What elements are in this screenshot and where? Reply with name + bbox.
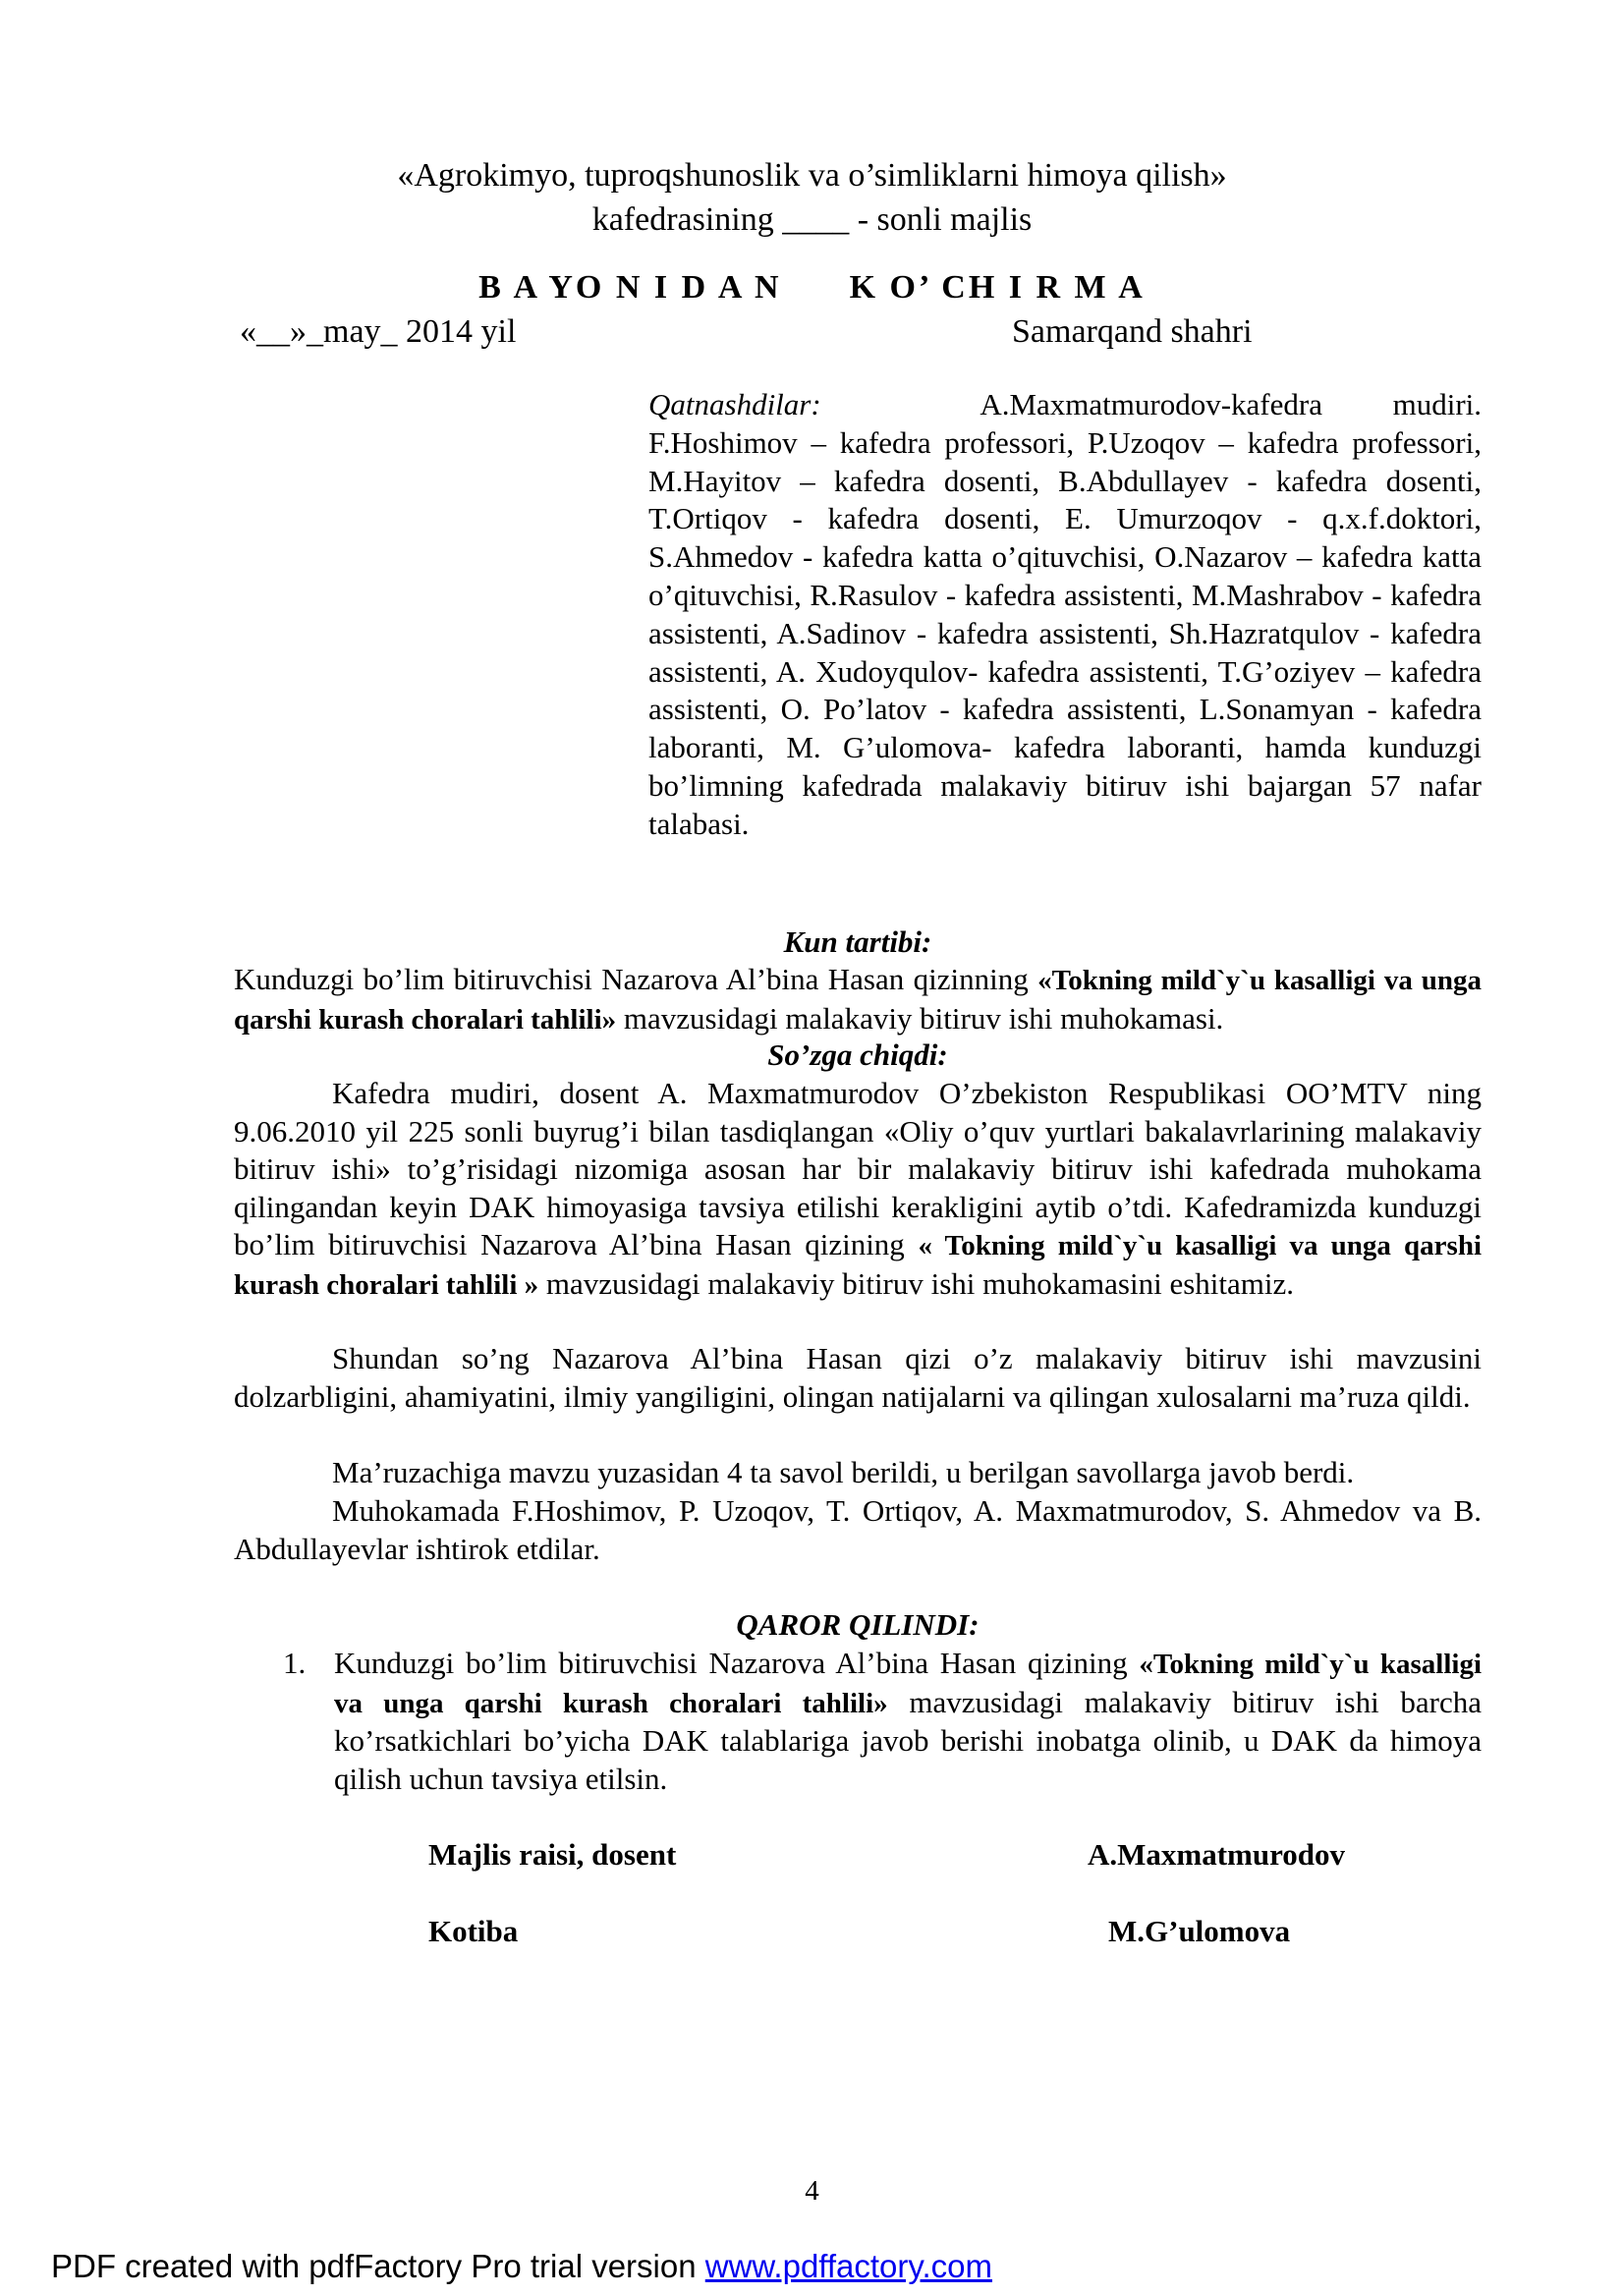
speech-p1-post: mavzusidagi malakaviy bitiruv ishi muhokamasini eshitamiz.	[538, 1265, 1294, 1301]
footer-text: PDF created with pdfFactory Pro trial version	[51, 2248, 705, 2284]
meeting-line: kafedrasining ____ - sonli majlis	[591, 201, 1033, 238]
chair-role: Majlis raisi, dosent	[428, 1837, 677, 1872]
decision-title: QAROR QILINDI:	[736, 1607, 980, 1642]
speech-p4-text: Muhokamada F.Hoshimov, P. Uzoqov, T. Ortiqov, A. Maxmatmurodov, S. Ahmedov va B. Abdullayevlar ishtirok etdilar.	[234, 1493, 1482, 1566]
speech-title: So’zga chiqdi:	[767, 1037, 948, 1072]
page-number: 4	[805, 2175, 819, 2207]
decision-text-post: mavzusidagi malakaviy bitiruv ishi barcha ko’rsatkichlari bo’yicha DAK talablariga javob berishi inobatga olinib, u DAK da himoya qilish uchun tavsiya etilsin.	[334, 1684, 1482, 1796]
speech-paragraph-2	[234, 1340, 1482, 1416]
document-title: B A YO N I D A N K O’ CH I R M A	[478, 269, 1146, 306]
speech-p2-text: Shundan so’ng Nazarova Al’bina Hasan qizi o’z malakaviy bitiruv ishi mavzusini dolzarbligini, ahamiyatini, ilmiy yangiligini, olingan natijalarni va qilingan xulosalarni ma’ruza qildi.	[234, 1341, 1482, 1414]
meeting-city: Samarqand shahri	[1012, 313, 1253, 350]
speech-thesis-title: « Tokning mild`y`u kasalligi va unga qarshi kurash choralari tahlili »	[234, 1230, 1483, 1301]
secretary-role: Kotiba	[428, 1914, 519, 1948]
agenda-thesis-title: «Tokning mild`y`u kasalligi va unga qarshi kurash choralari tahlili»	[234, 965, 1482, 1036]
chair-name: A.Maxmatmurodov	[1088, 1837, 1346, 1872]
decision-item	[283, 1645, 1482, 1798]
participants-label: Qatnashdilar:	[648, 387, 821, 421]
footer-link[interactable]: www.pdffactory.com	[704, 2248, 992, 2284]
decision-item-number: 1.	[283, 1646, 307, 1680]
agenda-text	[234, 961, 1482, 1038]
speech-paragraph-4	[234, 1492, 1482, 1568]
meeting-date: «__»_may_ 2014 yil	[240, 313, 517, 350]
pdf-footer	[51, 2248, 992, 2285]
speech-paragraph-3	[234, 1454, 1482, 1492]
agenda-text-post: mavzusidagi malakaviy bitiruv ishi muhokamasi.	[616, 1000, 1224, 1036]
participants-block	[648, 386, 1482, 844]
decision-text-pre: Kunduzgi bo’lim bitiruvchisi Nazarova Al’bina Hasan qizining	[334, 1646, 1140, 1680]
secretary-name: M.G’ulomova	[1108, 1914, 1291, 1948]
participants-text: A.Maxmatmurodov-kafedra mudiri. F.Hoshimov – kafedra professori, P.Uzoqov – kafedra professori, M.Hayitov – kafedra dosenti, B.Abdullayev - kafedra dosenti, T.Ortiqov - kafedra dosenti, E. Umurzoqov - q.x.f.doktori, S.Ahmedov - kafedra katta o’qituvchisi, O.Nazarov – kafedra katta o’qituvchisi, R.Rasulov - kafedra assistenti, M.Mashrabov - kafedra assistenti, A.Sadinov - kafedra assistenti, Sh.Hazratqulov - kafedra assistenti, A. Xudoyqulov- kafedra assistenti, T.G’oziyev – kafedra assistenti, O. Po’latov - kafedra assistenti, L.Sonamyan - kafedra laboranti, M. G’ulomova- kafedra laboranti, hamda kunduzgi bo’limning kafedrada malakaviy bitiruv ishi bajargan 57 nafar talabasi.	[648, 387, 1483, 841]
speech-paragraph-1	[234, 1075, 1482, 1305]
agenda-text-pre: Kunduzgi bo’lim bitiruvchisi Nazarova Al’bina Hasan qizinning	[234, 962, 1038, 996]
agenda-title: Kun tartibi:	[783, 924, 932, 959]
department-line: «Agrokimyo, tuproqshunoslik va o’simliklarni himoya qilish»	[397, 157, 1227, 194]
decision-thesis-title: «Tokning mild`y`u kasalligi va unga qarshi kurash choralari tahlili»	[334, 1649, 1482, 1719]
speech-p3-text: Ma’ruzachiga mavzu yuzasidan 4 ta savol berildi, u berilgan savollarga javob berdi.	[332, 1455, 1355, 1489]
speech-p1-pre: Kafedra mudiri, dosent A. Maxmatmurodov O’zbekiston Respublikasi OO’MTV ning 9.06.2010 yil 225 sonli buyrug’i bilan tasdiqlangan «Oliy o’quv yurtlari bakalavrlarining malakaviy bitiruv ishi» to’g’risidagi nizomiga asosan har bir malakaviy bitiruv ishi kafedrada muhokama qilingandan keyin DAK himoyasiga tavsiya etilishi kerakligini aytib o’tdi. Kafedramizda kunduzgi bo’lim bitiruvchisi Nazarova Al’bina Hasan qizining	[234, 1076, 1482, 1262]
